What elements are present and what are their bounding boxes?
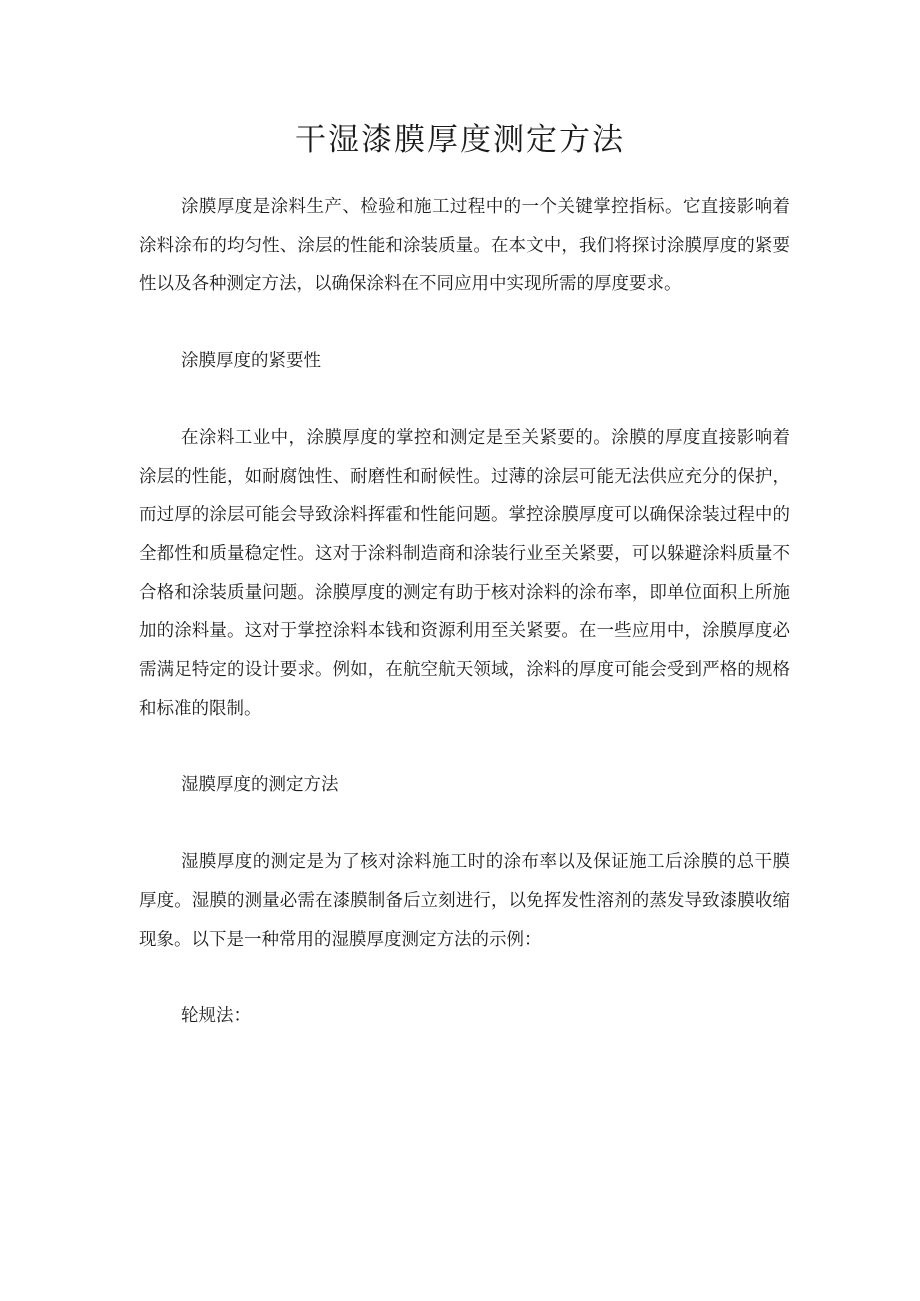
section-heading-importance: 涂膜厚度的紧要性 — [181, 351, 321, 372]
document-title: 干湿漆膜厚度测定方法 — [295, 122, 625, 158]
document-body — [139, 188, 790, 1036]
importance-paragraph: 在涂料工业中，涂膜厚度的掌控和测定是至关紧要的。涂膜的厚度直接影响着涂层的性能，如耐腐蚀性、耐磨性和耐候性。过薄的涂层可能无法供应充分的保护，而过厚的涂层可能会导致涂料挥霍和性能问题。掌控涂膜厚度可以确保涂装过程中的全都性和质量稳定性。这对于涂料制造商和涂装行业至关紧要，可以躲避涂料质量不合格和涂装质量问题。涂膜厚度的测定有助于核对涂料的涂布率，即单位面积上所施加的涂料量。这对于掌控涂料本钱和资源利用至关紧要。在一些应用中，涂膜厚度必需满足特定的设计要求。例如，在航空航天领域，涂料的厚度可能会受到严格的规格和标准的限制。 — [139, 427, 790, 719]
paragraph-spacer — [139, 304, 790, 342]
intro-paragraph: 涂膜厚度是涂料生产、检验和施工过程中的一个关键掌控指标。它直接影响着涂料涂布的均匀性、涂层的性能和涂装质量。在本文中，我们将探讨涂膜厚度的紧要性以及各种测定方法，以确保涂料在不同应用中实现所需的厚度要求。 — [139, 197, 790, 295]
paragraph-spacer — [139, 728, 790, 766]
paragraph-spacer — [139, 381, 790, 419]
section-heading-wet-film: 湿膜厚度的测定方法 — [181, 775, 339, 796]
wet-film-paragraph: 湿膜厚度的测定是为了核对涂料施工时的涂布率以及保证施工后涂膜的总干膜厚度。湿膜的测量必需在漆膜制备后立刻进行，以免挥发性溶剂的蒸发导致漆膜收缩现象。以下是一种常用的湿膜厚度测定方法的示例： — [139, 852, 790, 950]
paragraph-spacer — [139, 805, 790, 843]
paragraph-spacer — [139, 959, 790, 997]
section-heading-wheel-gauge: 轮规法： — [181, 1006, 251, 1027]
